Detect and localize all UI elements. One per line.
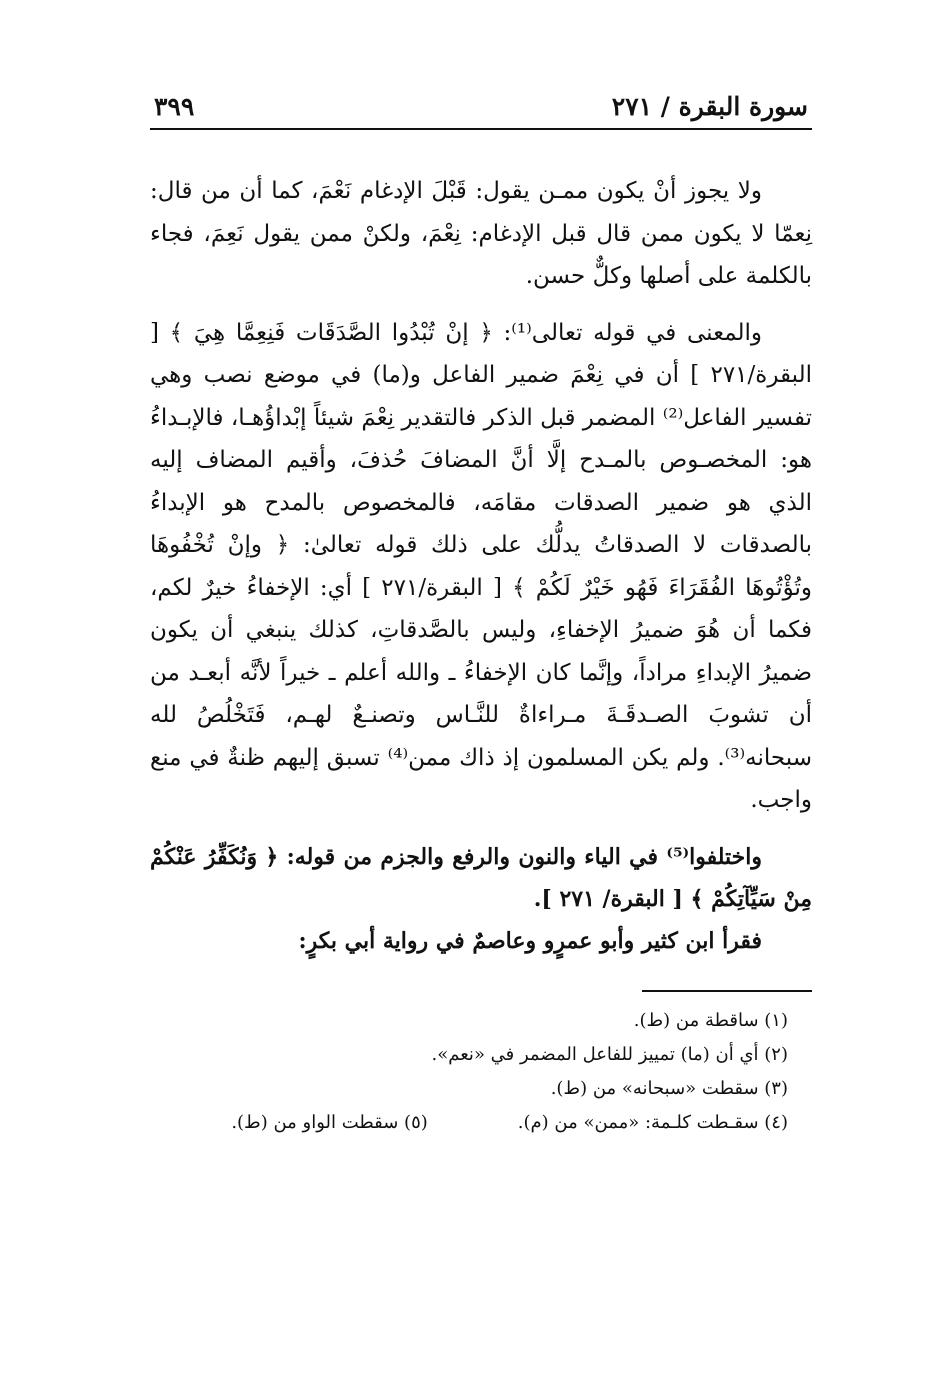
body-text xyxy=(150,170,812,962)
footnote-4: (٤) سقـطت كلـمة: «ممن» من (م). xyxy=(517,1111,788,1133)
footnote-5: (٥) سقطت الواو من (ط). xyxy=(231,1111,428,1133)
footnote-rule xyxy=(642,990,812,992)
page-number: ٣٩٩ xyxy=(154,92,195,121)
footnote-3: (٣) سقطت «سبحانه» من (ط). xyxy=(550,1077,788,1099)
footnote-line-4-5 xyxy=(150,1106,788,1140)
paragraph-ikhtilaf: واختلفوا⁽⁵⁾ في الياء والنون والرفع والجزم من قوله: ﴿ وَنُكَفِّرُ عَنْكُمْ مِنْ سَيِّآتِكُمْ ﴾ [ البقرة/ ٢٧١ ]. xyxy=(150,843,812,912)
footnote-1: (١) ساقطة من (ط). xyxy=(633,1009,788,1031)
header-rule xyxy=(150,128,812,130)
paragraph-idgham: ولا يجوز أنْ يكون ممـن يقول: قَبْلَ الإدغام نَعْمَ، كما أن من قال: نِعمّا لا يكون ممن قال قبل الإدغام: نِعْمَ، ولكنْ ممن يقول نَعِمَ، فجاء بالكلمة على أصلها وكلٌّ حسن. xyxy=(150,178,812,289)
page xyxy=(150,88,812,1140)
footnotes xyxy=(150,1004,812,1140)
paragraph-qiraat: فقرأ ابن كثير وأبو عمرٍو وعاصمٌ في رواية أبي بكرٍ: xyxy=(298,927,762,954)
footnote-2: (٢) أي أن (ما) تمييز للفاعل المضمر في «نعم». xyxy=(431,1043,788,1065)
paragraph-meaning: والمعنى في قوله تعالى⁽¹⁾: ﴿ إنْ تُبْدُوا الصَّدَقَات فَنِعِمَّا هِيَ ﴾ [ البقرة/٢٧١ ] أن في نِعْمَ ضمير الفاعل و(ما) في موضع نصب وهي تفسير الفاعل⁽²⁾ المضمر قبل الذكر فالتقدير نِعْمَ شيئاً إبْداؤُهـا، فالإبـداءُ هو: المخصـوص بالمـدح إلَّا أنَّ المضافَ حُذفَ، وأقيم المضاف إليه الذي هو ضمير الصدقات مقامَه، فالمخصوص بالمدح هو الإبداءُ بالصدقات لا الصدقاتُ يدلُّك على ذلك قوله تعالىٰ: ﴿ وإنْ تُخْفُوهَا وتُؤْتُوهَا الفُقَرَاءَ فَهُو خَيْرٌ لَكُمْ ﴾ [ البقرة/٢٧١ ] أي: الإخفاءُ خيرٌ لكم، فكما أن هُوَ ضميرُ الإخفاءِ، وليس بالصَّدقاتِ، كذلك ينبغي أن يكون ضميرُ الإبداءِ مراداً، وإنَّما كان الإخفاءُ ـ والله أعلم ـ خيراً لأنَّه أبعـد من أن تشوبَ الصـدقَـةَ مـراءاةٌ للنَّـاس وتصنـعٌ لهـم، فَتَخْلُصُ لله سبحانه⁽³⁾. ولم يكن المسلمون إذ ذاك ممن⁽⁴⁾ تسبق إليهم ظنةٌ في منع واجب. xyxy=(150,319,813,813)
surah-reference: سورة البقرة / ٢٧١ xyxy=(611,92,808,121)
running-head xyxy=(150,88,812,126)
